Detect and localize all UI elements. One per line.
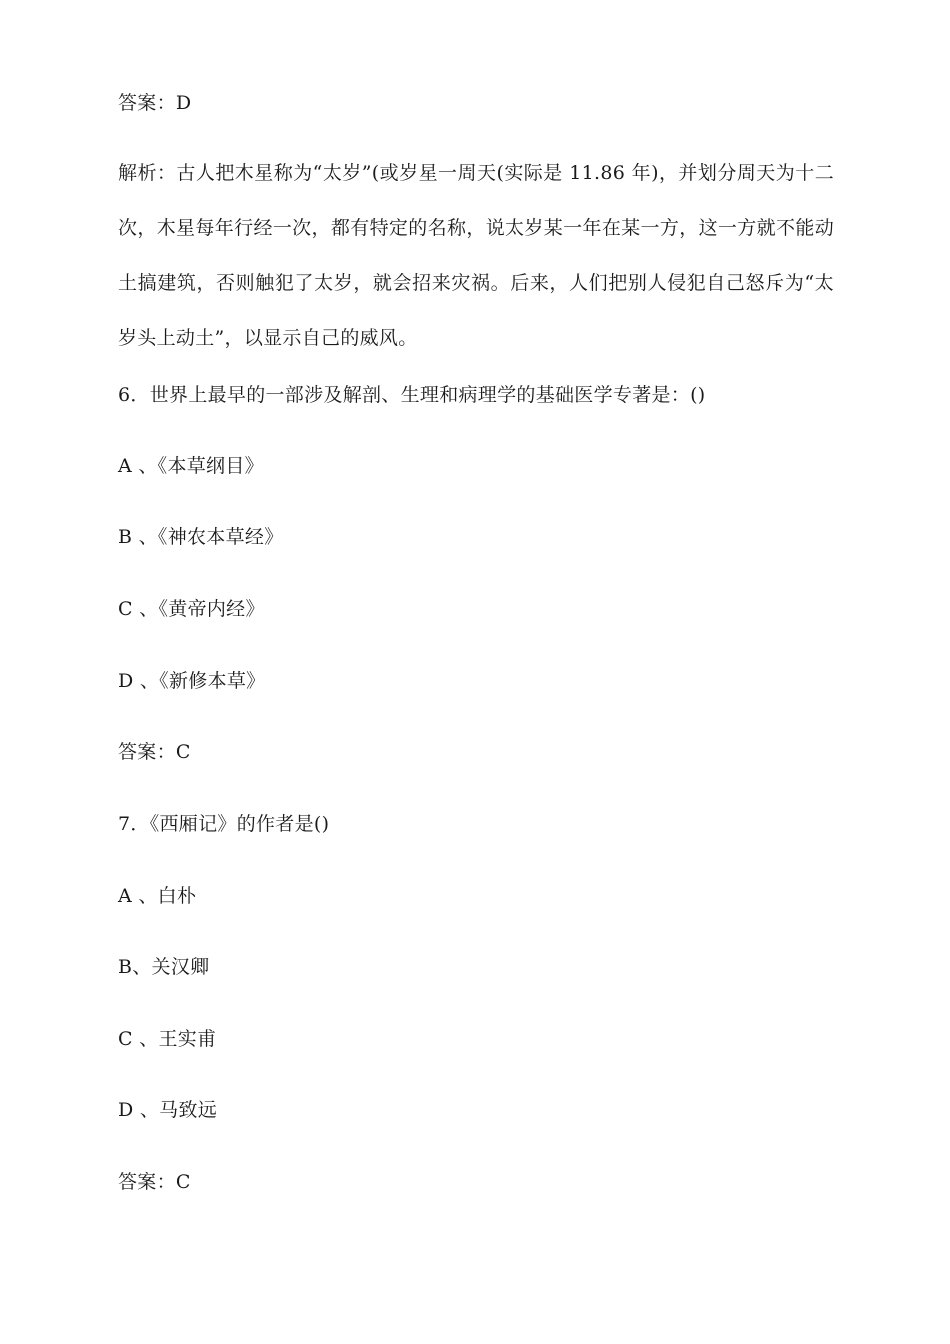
q6-option-b: B 、《神农本草经》: [118, 526, 284, 548]
q6-option-a: A 、《本草纲目》: [118, 455, 264, 477]
q7-answer: 答案：C: [118, 1171, 191, 1193]
q5-answer: 答案：D: [118, 92, 192, 114]
q7-option-d: D 、马致远: [118, 1099, 218, 1121]
q6-option-d: D 、《新修本草》: [118, 670, 266, 692]
q5-explanation: 解析：古人把木星称为“太岁”(或岁星一周天(实际是 11.86 年)，并划分周天为十二次，木星每年行经一次，都有特定的名称，说太岁某一年在某一方，这一方就不能动土搞建筑，否则触犯了太岁，就会招来灾祸。后来，人们把别人侵犯自己怒斥为“太岁头上动土”，以显示自己的威风。: [118, 162, 834, 349]
q7-option-b: B、关汉卿: [118, 956, 210, 978]
q6-answer: 答案：C: [118, 741, 191, 763]
q6-question: 6．世界上最早的一部涉及解剖、生理和病理学的基础医学专著是：(): [118, 384, 706, 406]
q6-option-c: C 、《黄帝内经》: [118, 598, 265, 620]
q7-option-c: C 、王实甫: [118, 1028, 217, 1050]
q7-option-a: A 、白朴: [118, 885, 197, 907]
q7-question: 7．《西厢记》的作者是(): [118, 813, 330, 835]
